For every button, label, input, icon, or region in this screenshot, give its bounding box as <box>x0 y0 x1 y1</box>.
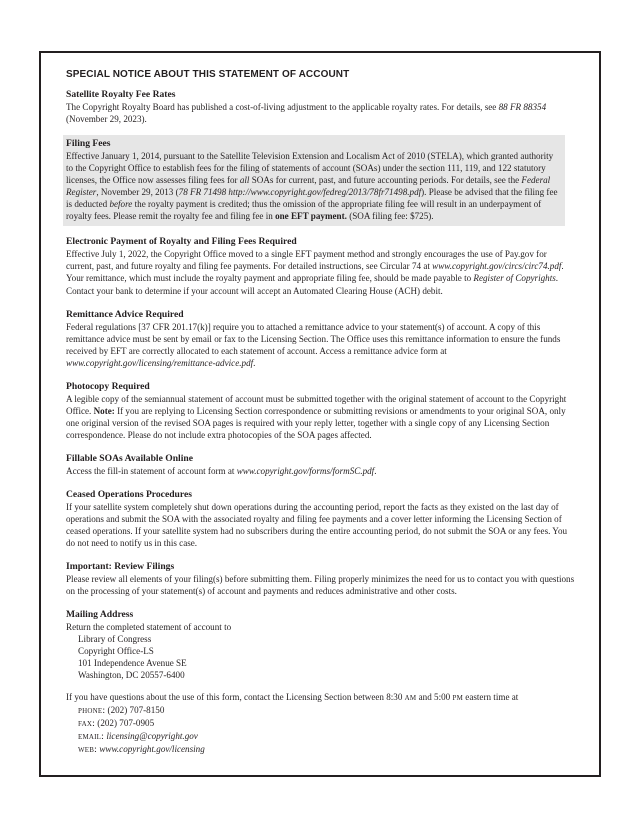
electronic-payment-section <box>66 236 576 296</box>
satellite-royalty-section <box>66 89 576 125</box>
section-heading: Important: Review Filings <box>66 561 175 573</box>
web-label: web: <box>78 743 98 755</box>
circular-link[interactable]: www.copyright.gov/circs/circ74.pdf <box>432 261 562 272</box>
mailing-intro: Return the completed statement of account to <box>66 622 232 633</box>
review-filings-section <box>66 561 576 597</box>
contact-intro: If you have questions about the use of this form, contact the Licensing Section between 8:30 am and 5:00 pm eastern time at <box>66 691 519 703</box>
notice-title: SPECIAL NOTICE ABOUT THIS STATEMENT OF ACCOUNT <box>66 69 350 80</box>
section-body: Access the fill-in statement of account form at www.copyright.gov/forms/formSC.pdf. <box>66 465 377 476</box>
address-line: Copyright Office-LS <box>78 646 154 657</box>
email-link[interactable]: licensing@copyright.gov <box>106 730 198 741</box>
contact-section <box>66 691 576 756</box>
address-line: Library of Congress <box>78 634 152 645</box>
section-heading: Photocopy Required <box>66 380 150 392</box>
fillable-soas-section <box>66 453 576 477</box>
fax-number: (202) 707-0905 <box>97 717 155 728</box>
remittance-advice-link[interactable]: www.copyright.gov/licensing/remittance-advice.pdf <box>66 357 254 368</box>
section-body: Please review all elements of your filing(s) before submitting them. Filing properly minimizes the need for us to contact you with questions on the processing of your statement(s) of account and payments and reduces administrative and other costs. <box>66 574 575 597</box>
fax-line <box>66 717 576 730</box>
address-line: 101 Independence Avenue SE <box>78 658 187 669</box>
section-heading: Satellite Royalty Fee Rates <box>66 89 176 100</box>
form-link[interactable]: www.copyright.gov/forms/formSC.pdf <box>236 465 375 476</box>
section-body: Effective July 1, 2022, the Copyright Office moved to a single EFT payment method and strongly encourages the use of Pay.gov for current, past, and future royalty and filing fee payments. For detailed instructions, see Circular 74 at www.copyright.gov/circs/circ74.pdf. Your remittance, which must include the royalty payment and appropriate filing fee, should be made payable to Register of Copyrights. Contact your bank to determine if your account will accept an Automated Clearing House (ACH) debit. <box>66 249 564 296</box>
email-label: email: <box>78 730 105 742</box>
fax-label: fax: <box>78 717 96 729</box>
section-body: Effective January 1, 2014, pursuant to the Satellite Television Extension and Localism Act of 2010 (STELA), which granted authority to the Copyright Office to establish fees for the filing of statements of account (SOAs) under the section 111, 119, and 122 statutory licenses, the Office now assesses filing fees for all SOAs for current, past, and future accounting periods. For details, see the Federal Register, November 29, 2013 (78 FR 71498 http://www.copyright.gov/fedreg/2013/78fr71498.pdf). Please be advised that the filing fee is deducted before the royalty payment is credited; thus the omission of the appropriate filing fee will result in an underpayment of royalty fees. Please remit the royalty fee and filing fee in one EFT payment. (SOA filing fee: $725). <box>66 151 558 222</box>
section-heading: Mailing Address <box>66 609 134 621</box>
filing-fees-section <box>63 135 565 226</box>
mailing-address-section <box>66 609 576 681</box>
section-heading: Filing Fees <box>66 138 111 150</box>
phone-number: (202) 707-8150 <box>107 704 165 715</box>
remittance-advice-section <box>66 309 576 369</box>
photocopy-section <box>66 381 576 441</box>
citation: 78 FR 71498 http://www.copyright.gov/fedreg/2013/78fr71498.pdf <box>178 187 422 198</box>
phone-line <box>66 704 576 717</box>
citation: 88 FR 88354 <box>498 102 547 112</box>
section-body: If your satellite system completely shut down operations during the accounting period, report the facts as they existed on the last day of operations and submit the SOA with the associated royalty and filing fee payments and a cover letter informing the Licensing Section of ceased operations. If your satellite system had no subscribers during the entire accounting period, do not submit the SOA or any fees. You do not need to notify us in this case. <box>66 501 568 549</box>
section-heading: Electronic Payment of Royalty and Filing Fees Required <box>66 236 297 248</box>
section-heading: Fillable SOAs Available Online <box>66 452 193 464</box>
web-link[interactable]: www.copyright.gov/licensing <box>99 743 205 754</box>
email-line <box>66 730 576 743</box>
section-heading: Ceased Operations Procedures <box>66 488 192 500</box>
section-body: A legible copy of the semiannual statement of account must be submitted together with the original statement of account to the Copyright Office. Note: If you are replying to Licensing Section correspondence or submitting revisions or amendments to your original SOA, only one original version of the revised SOA pages is required with your reply letter, together with a single copy of any Licensing Section correspondence. Please do not include extra photocopies of the SOA pages affected. <box>66 393 567 440</box>
address-line: Washington, DC 20557-6400 <box>78 670 185 681</box>
ceased-operations-section <box>66 489 576 549</box>
notice-content <box>66 68 576 756</box>
web-line <box>66 743 576 756</box>
section-body: The Copyright Royalty Board has published a cost-of-living adjustment to the applicable royalty rates. For details, see 88 FR 88354 (November 29, 2023). <box>66 102 547 125</box>
section-body: Federal regulations [37 CFR 201.17(k)] require you to attached a remittance advice to your statement(s) of account. A copy of this remittance advice must be sent by email or fax to the Licensing Section. The Office uses this remittance information to ensure the funds received by EFT are correctly allocated to each statement of account. Access a remittance advice form at www.copyright.gov/licensing/remittance-advice.pdf. <box>66 321 561 368</box>
emphasis: one EFT payment. <box>275 211 347 222</box>
notice-frame <box>39 51 601 777</box>
section-heading: Remittance Advice Required <box>66 308 184 320</box>
phone-label: phone: <box>78 704 106 716</box>
